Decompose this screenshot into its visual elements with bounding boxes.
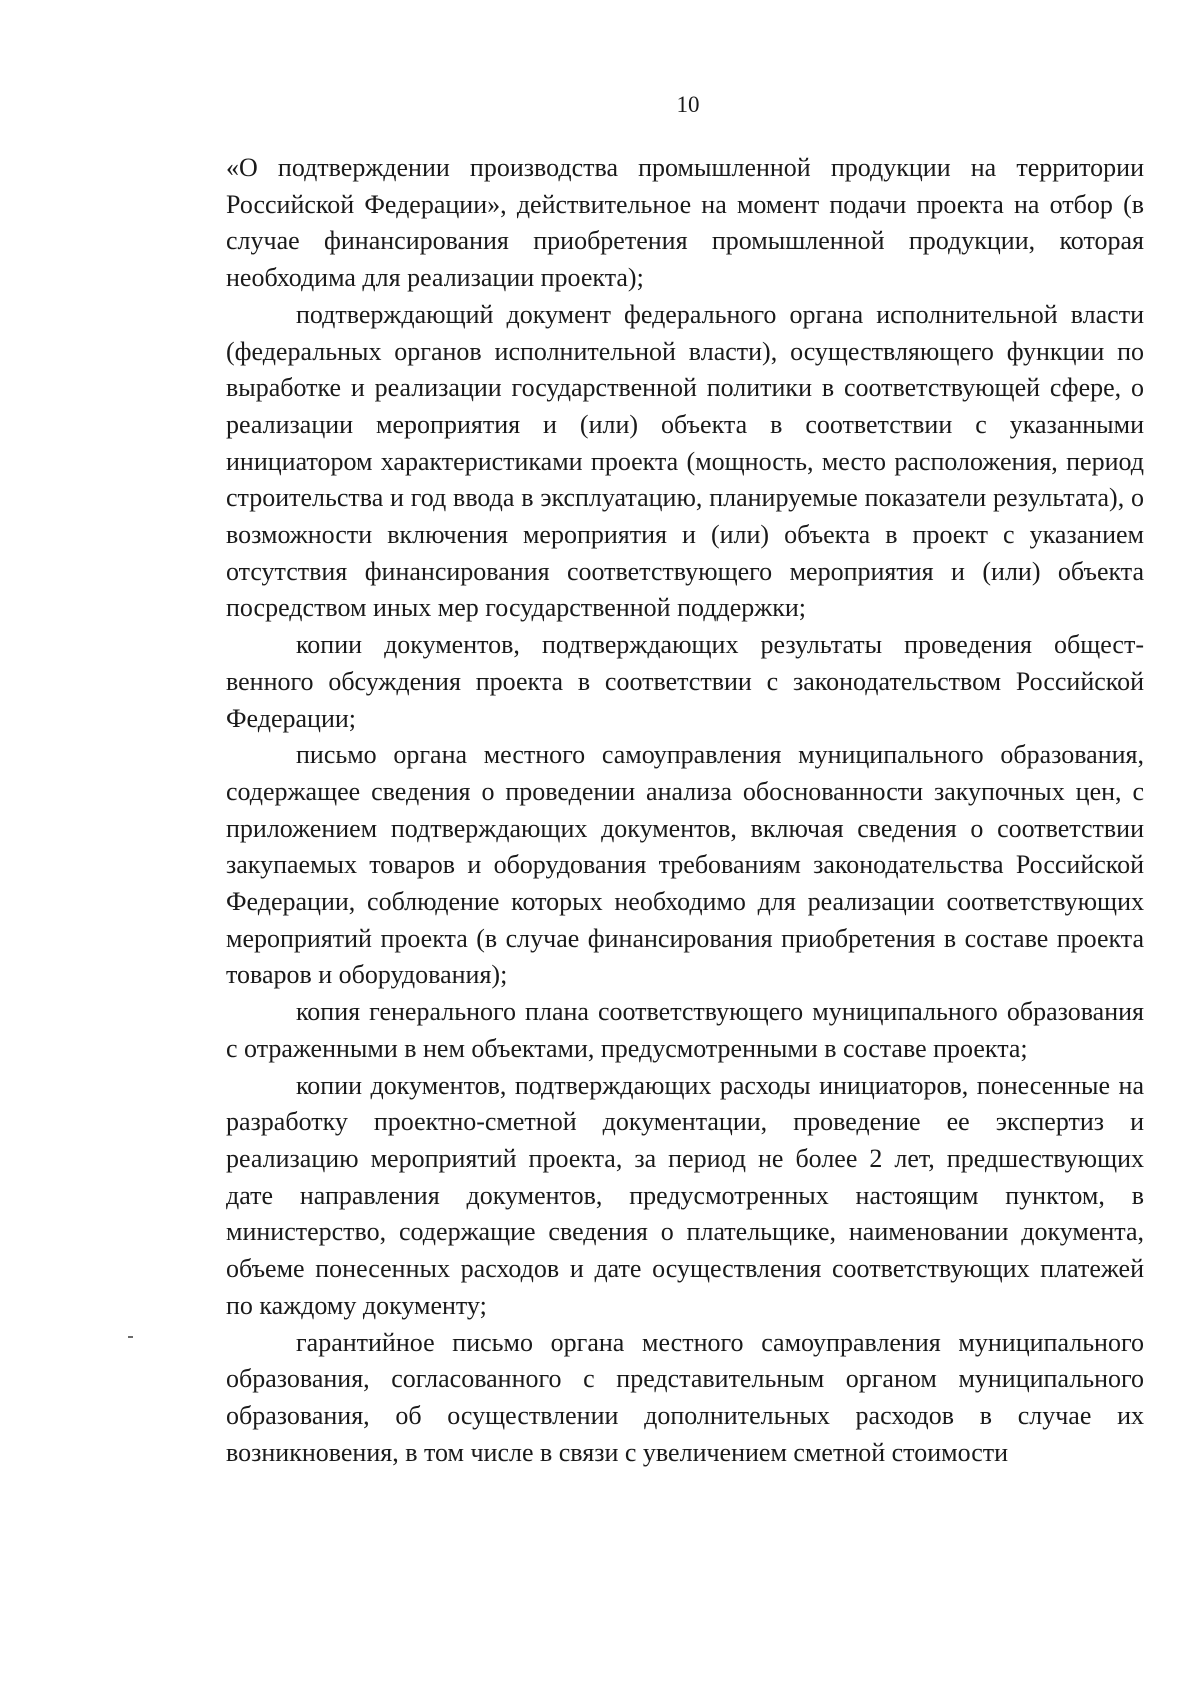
page-number: 10 [676, 92, 700, 117]
paragraph-federal-authority-document: подтверждающий документ федерального органа исполнительной власти (федеральных органов исполнительной власти), осуществляющего функции по выработке и реализации государственной политики в соответствующей сфере, о реализации мероприятия и (или) объекта в соответствии с указанными инициатором характеристиками проекта (мощность, место расположения, период строительства и год ввода в эксплуатацию, планируемые показатели результата), о возможности включения мероприятия и (или) объекта в проект с указанием отсутствия финансирования соответствующего мероприятия и (или) объекта посредством иных мер государственной поддержки; [226, 299, 1144, 623]
paragraph-local-government-letter: письмо органа местного самоуправления муниципального образования, содержащее сведения о проведении анализа обоснованности закупочных цен, с приложением подтверждающих документов, включая сведения о соответствии закупаемых товаров и оборудования требованиям законодательства Российской Федерации, соблюдение которых необходимо для реализации соответствующих мероприятий проекта (в случае финансирования приобретения в составе проекта товаров и оборудования); [226, 740, 1144, 990]
document-body [226, 150, 1144, 1471]
paragraph-public-discussion-copies: копии документов, подтверждающих результаты проведения общественного обсуждения проекта в соответствии с законодательством Российской Федерации; [226, 630, 1144, 733]
paragraph-guarantee-letter: гарантийное письмо органа местного самоуправления муниципального образования, согласованного с представительным органом муниципального образования, об осуществлении дополнительных расходов в случае их возникновения, в том числе в связи с увеличением сметной стоимости [226, 1327, 1144, 1467]
paragraph-continuation: «О подтверждении производства промышленной продукции на территории Российской Федерации», действительное на момент подачи проекта на отбор (в случае финансирования приобретения промышленной продукции, которая необходима для реализации проекта); [226, 153, 1144, 293]
scan-margin-mark [128, 1336, 133, 1338]
paragraph-general-plan-copy: копия генерального плана соответствующего муниципального образования с отраженными в нем объектами, предусмотренными в составе проекта; [226, 997, 1144, 1063]
paragraph-expense-documents-copies: копии документов, подтверждающих расходы инициаторов, понесенные на разработку проектно-сметной документации, проведение ее экспертиз и реализацию мероприятий проекта, за период не более 2 лет, предшествующих дате направления документов, предусмотренных настоящим пунктом, в министерство, содержащие сведения о плательщике, наименовании документа, объеме понесенных расходов и дате осуществления соответствующих платежей по каждому документу; [226, 1070, 1144, 1320]
